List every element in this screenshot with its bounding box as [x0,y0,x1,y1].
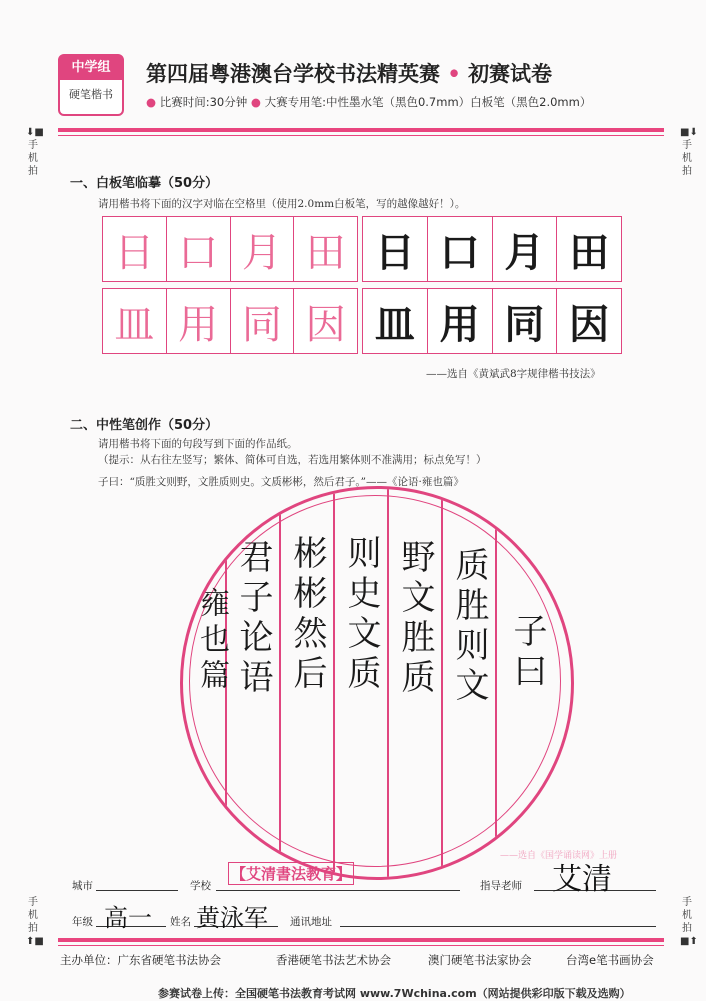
name-value: 黄泳军 [196,904,268,932]
teacher-label: 指导老师 [480,880,522,892]
written-char: 田 [569,229,610,276]
header-divider [58,128,664,132]
model-char: 因 [305,301,346,348]
title-sub: 初赛试卷 [468,61,553,86]
written-column: 彬彬然后 [287,535,327,695]
copy-grid-row1-model [102,216,358,282]
title-dot: • [447,61,461,86]
model-char: 月 [231,217,295,281]
footer-divider [58,938,664,942]
column-line [279,489,281,877]
written-char: 皿 [363,289,428,353]
footer-divider-thin [58,945,664,946]
model-char: 口 [167,217,231,281]
bullet-icon: ● [250,95,261,109]
column-line [441,489,443,877]
camera-icon: ■⬆ [680,936,698,947]
title-main: 第四届粤港澳台学校书法精英赛 [146,61,440,86]
address-label: 通讯地址 [290,916,332,928]
written-column: 野文胜质 [395,539,435,699]
model-char: 田 [305,229,346,276]
side-marker-top-right: ■⬇ 手 机 拍 [680,127,698,177]
city-label: 城市 [72,880,93,892]
column-line [333,489,335,877]
column-line [495,489,497,877]
section2-tip: （提示：从右往左竖写；繁体、简体可自选，若选用繁体则不准满用；标点免写！） [98,454,487,466]
written-char: 因 [569,301,610,348]
side-marker-top-left: ⬇■ 手 机 拍 [26,127,44,177]
address-field[interactable] [340,926,656,927]
organizer-3: 澳门硬笔书法家协会 [428,953,532,967]
camera-icon: ⬇■ [26,127,44,138]
work-paper-circle [180,486,574,880]
written-char: 日 [363,217,428,281]
school-field[interactable] [216,890,460,891]
written-column: 雍也篇 [194,587,229,695]
written-char: 口 [428,217,493,281]
rules-line [146,94,591,110]
section2-quote: 子曰：“质胜文则野，文胜质则史。文质彬彬，然后君子。”——《论语·雍也篇》 [98,476,464,488]
written-char: 用 [428,289,493,353]
section2-heading: 二、中性笔创作（50分） [70,418,219,433]
written-char: 同 [493,289,558,353]
model-char: 皿 [103,289,167,353]
model-char: 日 [103,217,167,281]
teacher-signature: 艾清 [552,862,612,897]
grade-label: 年级 [72,916,93,928]
camera-icon: ⬆■ [26,936,44,947]
grade-value: 高一 [104,904,152,932]
rule-time: 比赛时间:30分钟 [159,95,248,109]
rule-pen: 大赛专用笔:中性墨水笔（黑色0.7mm）白板笔（黑色2.0mm） [264,95,592,109]
copy-grid-row2-written [362,288,622,354]
upload-note: 参赛试卷上传：全国硬笔书法教育考试网 www.7Wchina.com（网站提供彩印版下载及选购） [158,987,631,1000]
name-label: 姓名 [170,916,191,928]
section1-source: ——选自《黄斌武8字规律楷书技法》 [426,368,601,380]
section2-instruction: 请用楷书将下面的句段写到下面的作品纸。 [98,438,298,450]
written-column: 质胜则文 [449,547,489,707]
model-char: 同 [231,289,295,353]
badge-category-label: 硬笔楷书 [69,88,113,101]
written-column: 君子论语 [233,539,273,699]
camera-icon: ■⬇ [680,127,698,138]
group-badge [58,54,124,116]
section1-instruction: 请用楷书将下面的汉字对临在空格里（使用2.0mm白板笔，写的越像越好！）。 [98,198,466,210]
badge-group-label: 中学组 [60,56,122,80]
written-column: 子曰 [507,613,547,693]
city-field[interactable] [96,890,178,891]
organizer-1: 主办单位：广东省硬笔书法协会 [60,953,221,967]
copy-grid-row1-written [362,216,622,282]
page-title [146,58,552,88]
header-divider-thin [58,135,664,136]
copy-grid-row2-model [102,288,358,354]
side-marker-bottom-right: 手 机 拍 ■⬆ [680,897,698,947]
school-stamp: 【艾清書法教育】 [228,862,354,885]
column-line [387,489,389,877]
organizer-2: 香港硬笔书法艺术协会 [276,953,391,967]
side-marker-bottom-left: 手 机 拍 ⬆■ [26,897,44,947]
bullet-icon: ● [146,95,157,109]
organizer-4: 台湾e笔书画协会 [566,953,654,967]
faint-note: ——选自《国学诵读网》上册 [500,851,618,861]
model-char: 用 [167,289,231,353]
written-char: 月 [493,217,558,281]
section1-heading: 一、白板笔临摹（50分） [70,176,219,191]
written-column: 则史文质 [341,535,381,695]
school-label: 学校 [190,880,211,892]
